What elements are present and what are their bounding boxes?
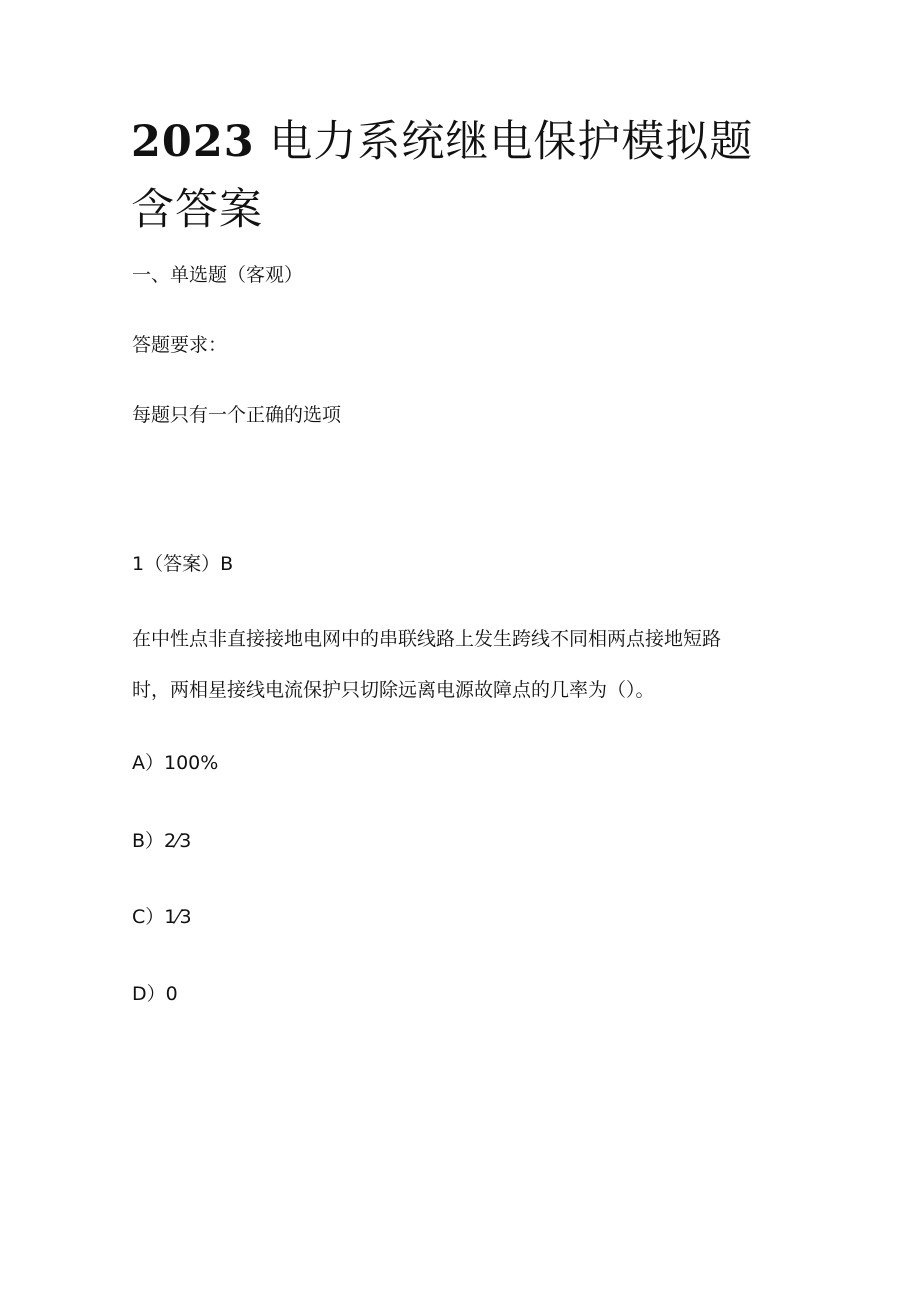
question-text-line-1: 在中性点非直接接地电网中的串联线路上发生跨线不同相两点接地短路: [132, 628, 722, 650]
title-number: 2023: [131, 117, 255, 167]
requirements-label: 答题要求：: [132, 334, 228, 356]
title-text: 电力系统继电保护模拟题含答案: [131, 117, 754, 235]
option-b: B）2⁄3: [132, 830, 192, 852]
question-text-line-2: 时，两相星接线电流保护只切除远离电源故障点的几率为（）。: [132, 679, 655, 701]
option-d: D）0: [132, 983, 178, 1005]
option-a: A）100%: [132, 752, 219, 774]
document-title: [131, 108, 771, 244]
section-heading: 一、单选题（客观）: [132, 264, 304, 286]
option-c: C）1⁄3: [132, 906, 192, 928]
question-answer: 1（答案）B: [132, 553, 234, 575]
requirements-text: 每题只有一个正确的选项: [132, 404, 342, 426]
